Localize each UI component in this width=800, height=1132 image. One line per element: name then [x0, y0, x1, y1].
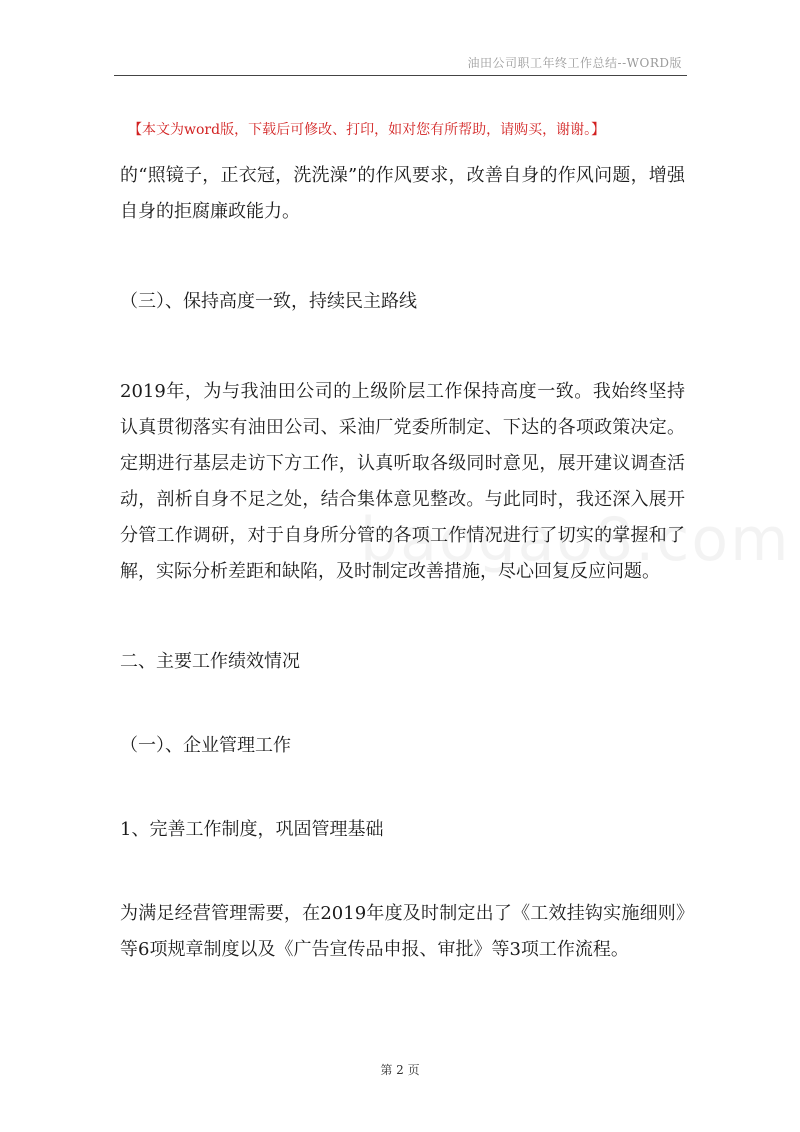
header-divider: [114, 75, 687, 76]
paragraph-3: 为满足经营管理需要，在2019年度及时制定出了《工效挂钩实施细则》等6项规章制度以及《广告宣传品申报、审批》等3项工作流程。: [120, 903, 685, 960]
page-header-title: 油田公司职工年终工作总结--WORD版: [467, 56, 682, 70]
section-heading-3: （三）、保持高度一致，持续民主路线: [120, 291, 417, 312]
document-body: [120, 158, 685, 968]
page-number: 第 2 页: [380, 1063, 420, 1077]
paragraph-1: 的“照镜子，正衣冠，洗洗澡”的作风要求，改善自身的作风问题，增强自身的拒腐廉政能力。: [120, 165, 685, 222]
download-notice: 【本文为word版，下载后可修改、打印，如对您有所帮助，请购买，谢谢。】: [128, 122, 606, 138]
subsection-heading-1: 1、完善工作制度，巩固管理基础: [120, 819, 384, 840]
paragraph-2: 2019年，为与我油田公司的上级阶层工作保持高度一致。我始终坚持认真贯彻落实有油田公司、采油厂党委所制定、下达的各项政策决定。定期进行基层走访下方工作，认真听取各级同时意见，展开建议调查活动，剖析自身不足之处，结合集体意见整改。与此同时，我还深入展开分管工作调研，对于自身所分管的各项工作情况进行了切实的掌握和了解，实际分析差距和缺陷，及时制定改善措施，尽心回复反应问题。: [120, 381, 685, 582]
section-heading-1: （一）、企业管理工作: [120, 735, 291, 756]
chapter-heading-2: 二、主要工作绩效情况: [120, 651, 300, 672]
